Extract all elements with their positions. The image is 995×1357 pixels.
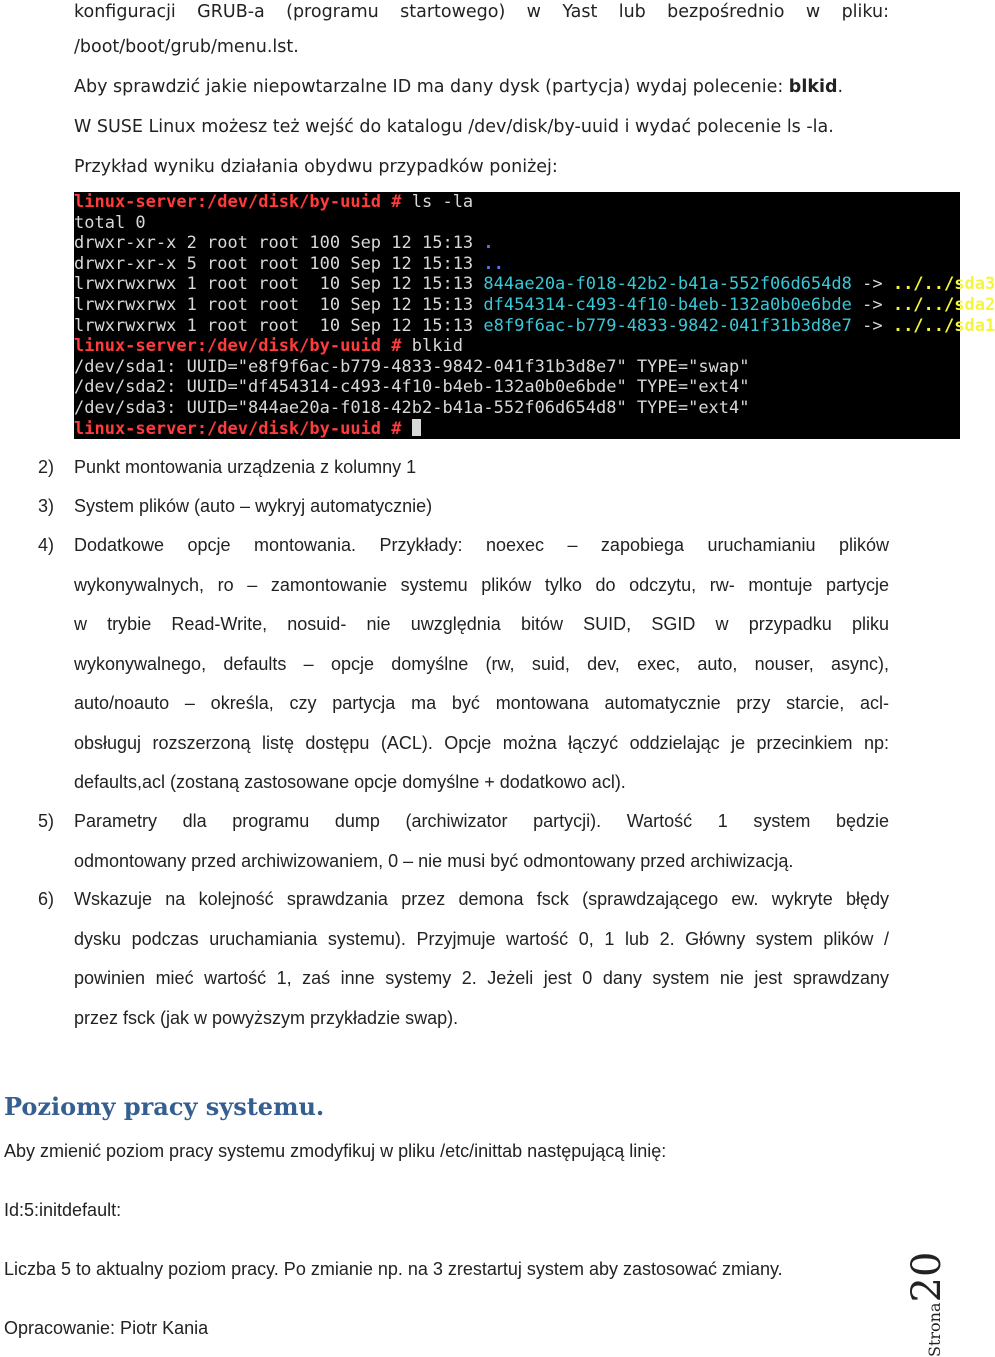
- list-text-line: przez fsck (jak w powyższym przykładzie swap).: [74, 1007, 459, 1028]
- terminal-command: blkid: [401, 336, 463, 357]
- list-text-line: Parametry dla programu dump (archiwizator partycji). Wartość 1 system będzie: [74, 811, 889, 831]
- terminal-line: /dev/sda1: UUID="e8f9f6ac-b779-4833-9842-041f31b3d8e7" TYPE="swap": [74, 356, 750, 377]
- list-text-line: dysku podczas uruchamiania systemu). Przyjmuje wartość 0, 1 lub 2. Główny system plików /: [74, 928, 889, 949]
- list-text-line: Wskazuje na kolejność sprawdzania przez demona fsck (sprawdzającego ew. wykryte błędy: [74, 889, 889, 909]
- page-number: 20: [904, 1251, 950, 1303]
- list-number: 6): [38, 889, 55, 909]
- terminal-perm: lrwxrwxrwx 1 root root 10 Sep 12 15:13: [74, 294, 484, 315]
- terminal-link-target: ../../sda1: [892, 315, 995, 336]
- list-number: 2): [38, 457, 55, 477]
- list-text: Punkt montowania urządzenia z kolumny 1: [74, 457, 417, 477]
- inittab-line: Id:5:initdefault:: [4, 1200, 122, 1220]
- terminal-arrow: ->: [851, 315, 893, 336]
- terminal-line: [74, 192, 960, 213]
- terminal-link-target: ../../sda3: [892, 274, 995, 295]
- terminal-prompt: linux-server:/dev/disk/by-uuid #: [74, 192, 402, 212]
- section-paragraph: Aby zmienić poziom pracy systemu zmodyfikuj w pliku /etc/inittab następującą linię:: [4, 1141, 667, 1161]
- list-text-line: wykonywalnego, defaults – opcje domyślne (rw, suid, dev, exec, auto, nouser, async),: [74, 653, 889, 674]
- list-number: 4): [38, 535, 55, 555]
- intro-line-3-end: .: [837, 77, 844, 97]
- terminal-line: /dev/sda2: UUID="df454314-c493-4f10-b4eb-132a0b0e6bde" TYPE="ext4": [74, 377, 750, 398]
- intro-line-3-text: Aby sprawdzić jakie niepowtarzalne ID ma dany dysk (partycja) wydaj polecenie:: [74, 77, 789, 97]
- terminal-line: total 0: [74, 212, 146, 233]
- terminal-line: [74, 315, 995, 337]
- list-text-line: odmontowany przed archiwizowaniem, 0 – nie musi być odmontowany przed archiwizacją.: [74, 850, 794, 871]
- terminal-prompt: linux-server:/dev/disk/by-uuid #: [74, 418, 402, 439]
- terminal-link-name: 844ae20a-f018-42b2-b41a-552f06d654d8: [483, 274, 852, 295]
- terminal-link-name: e8f9f6ac-b779-4833-9842-041f31b3d8e7: [483, 315, 852, 336]
- terminal-prompt: linux-server:/dev/disk/by-uuid #: [74, 336, 402, 357]
- list-text-line: defaults,acl (zostaną zastosowane opcje domyślne + dodatkowo acl).: [74, 772, 626, 792]
- page-number-block: [904, 1240, 954, 1357]
- terminal-perm: drwxr-xr-x 5 root root 100 Sep 12 15:13: [74, 253, 484, 274]
- intro-line-4: W SUSE Linux możesz też wejść do katalogu /dev/disk/by-uuid i wydać polecenie ls -la.: [74, 117, 834, 137]
- terminal-arrow: ->: [851, 274, 893, 295]
- list-number: 5): [38, 811, 55, 831]
- list-text-line: Dodatkowe opcje montowania. Przykłady: noexec – zapobiega uruchamianiu plików: [74, 535, 889, 555]
- list-text-line: w trybie Read-Write, nosuid- nie uwzględnia bitów SUID, SGID w przypadku pliku: [74, 614, 889, 634]
- terminal-perm: lrwxrwxrwx 1 root root 10 Sep 12 15:13: [74, 315, 484, 336]
- terminal-cursor: [412, 419, 421, 436]
- terminal-line: [74, 294, 995, 316]
- terminal-dir-name: ..: [483, 253, 504, 274]
- list-text: System plików (auto – wykryj automatycznie): [74, 496, 433, 516]
- list-item-2: [0, 455, 960, 479]
- intro-line-2: /boot/boot/grub/menu.lst.: [74, 37, 299, 57]
- terminal-arrow: ->: [851, 294, 893, 315]
- list-text-line: powinien mieć wartość 1, zaś inne systemy 2. Jeżeli jest 0 dany system nie jest sprawdzany: [74, 968, 889, 988]
- list-item-3: [0, 494, 960, 518]
- intro-line-3: [74, 75, 843, 99]
- footer-author: Opracowanie: Piotr Kania: [4, 1318, 209, 1338]
- terminal-line: [74, 336, 960, 357]
- terminal-line: [74, 254, 960, 275]
- list-text-line: auto/noauto – określa, czy partycja ma być montowana automatycznie przy starcie, acl-: [74, 693, 889, 713]
- terminal-line: [74, 233, 960, 254]
- intro-line-5: Przykład wyniku działania obydwu przypadków poniżej:: [74, 157, 558, 177]
- terminal-command: ls -la: [401, 192, 474, 212]
- list-text-line: wykonywalnych, ro – zamontowanie systemu plików tylko do odczytu, rw- montuje partycje: [74, 574, 889, 595]
- page-word: Strona: [925, 1302, 944, 1357]
- terminal-link-name: df454314-c493-4f10-b4eb-132a0b0e6bde: [483, 294, 852, 315]
- terminal-perm: drwxr-xr-x 2 root root 100 Sep 12 15:13: [74, 233, 484, 254]
- list-number: 3): [38, 496, 55, 516]
- terminal-dir-name: .: [483, 233, 494, 254]
- terminal-line: [74, 274, 995, 295]
- terminal-line: /dev/sda3: UUID="844ae20a-f018-42b2-b41a-552f06d654d8" TYPE="ext4": [74, 397, 750, 418]
- terminal-line: [74, 419, 960, 440]
- section-paragraph: Liczba 5 to aktualny poziom pracy. Po zmianie np. na 3 zrestartuj system aby zastosować zmiany.: [4, 1259, 783, 1279]
- section-heading: Poziomy pracy systemu.: [4, 1092, 325, 1121]
- terminal-perm: lrwxrwxrwx 1 root root 10 Sep 12 15:13: [74, 274, 484, 295]
- page-number-rotated: [904, 1240, 954, 1357]
- terminal-screenshot: [74, 192, 995, 439]
- terminal-link-target: ../../sda2: [892, 294, 995, 315]
- list-text-line: obsługuj rozszerzoną listę dostępu (ACL). Opcje można łączyć oddzielając je przecinkiem np:: [74, 732, 889, 753]
- blkid-command: blkid: [788, 77, 838, 97]
- intro-line-1: konfiguracji GRUB-a (programu startowego) w Yast lub bezpośrednio w pliku:: [74, 2, 889, 22]
